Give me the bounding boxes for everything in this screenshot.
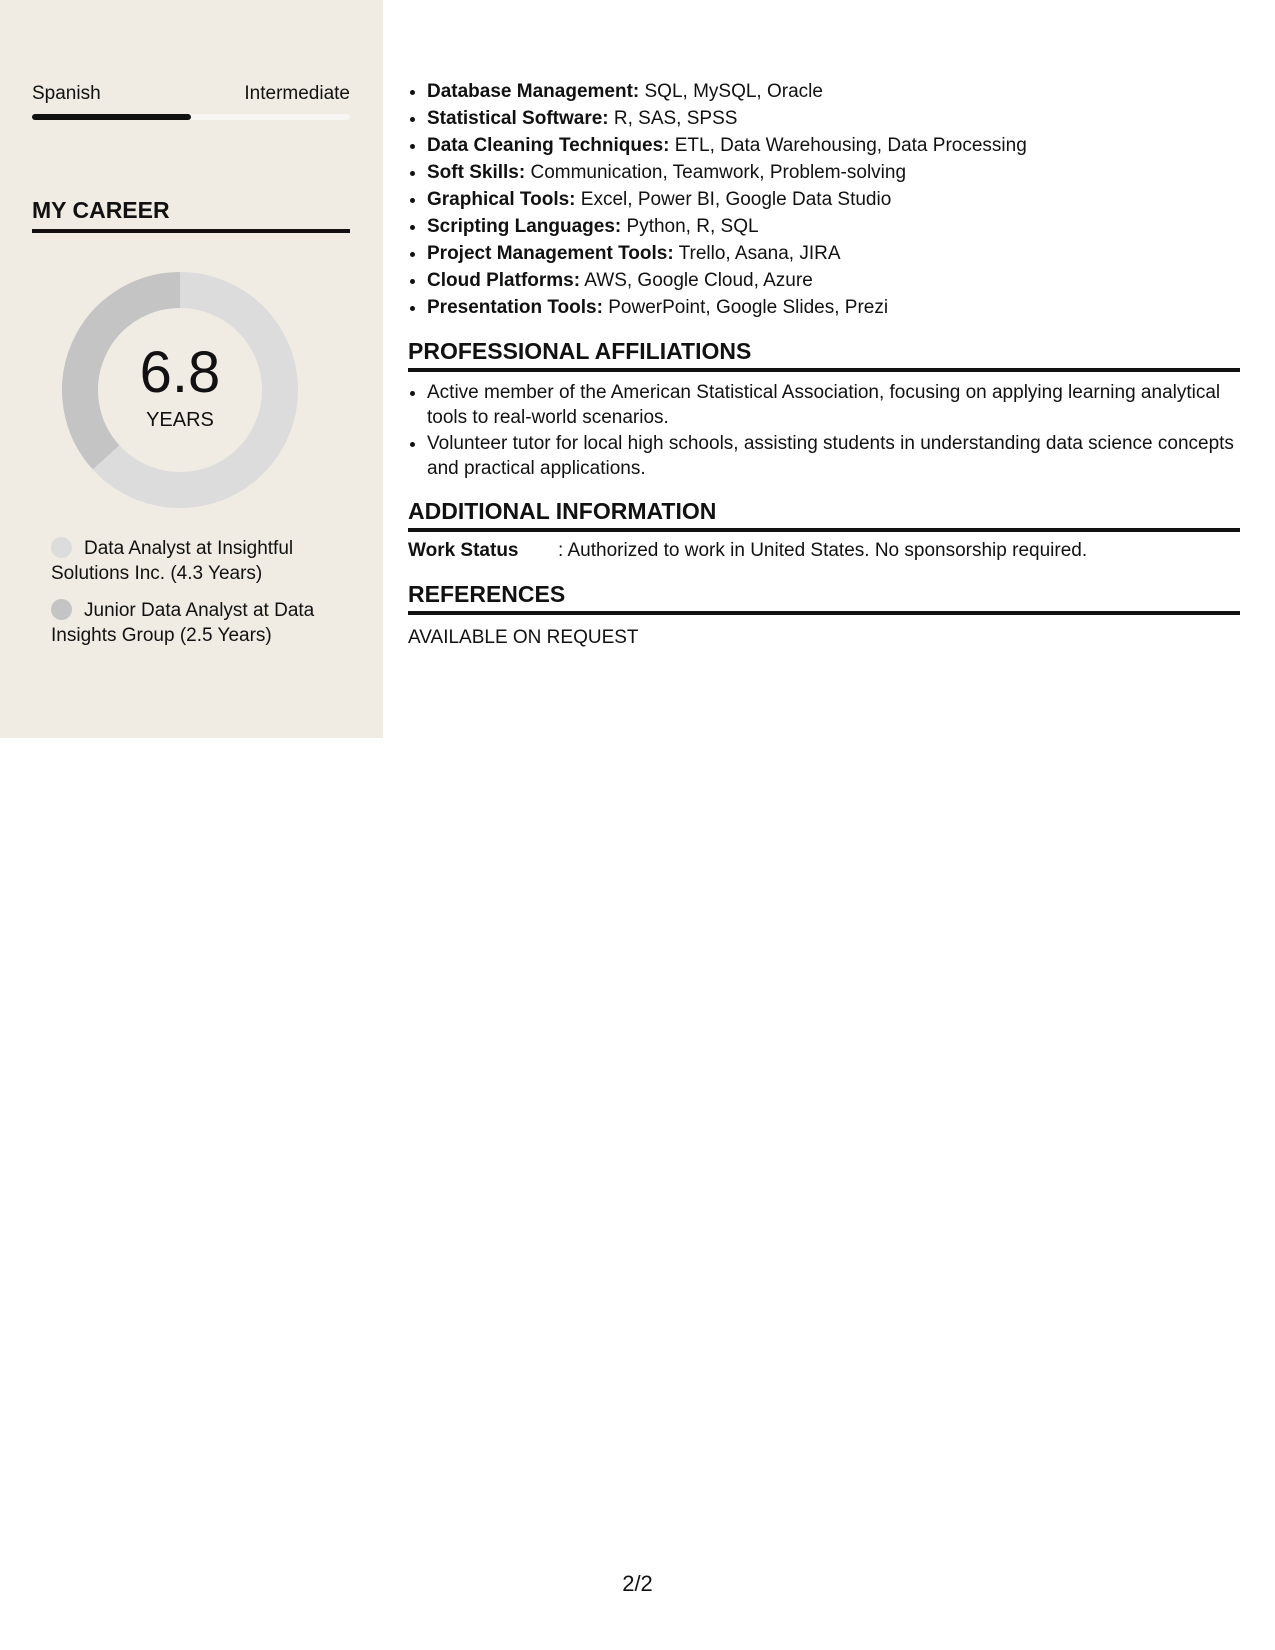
career-legend [51, 536, 331, 660]
affiliation-item: • Volunteer tutor for local high schools, assisting students in understanding data science concepts and practical applications. [427, 431, 1240, 481]
skill-item [427, 267, 1240, 294]
skill-item [427, 240, 1240, 267]
skill-value: Python, R, SQL [621, 216, 759, 237]
skill-label: Statistical Software: [427, 108, 609, 129]
work-status-label: Work Status [408, 540, 519, 561]
additional-info-heading: ADDITIONAL INFORMATION [408, 497, 1240, 532]
skill-item [427, 78, 1240, 105]
skill-value: Excel, Power BI, Google Data Studio [575, 189, 892, 210]
work-status-row [408, 538, 1240, 564]
skill-label: Data Cleaning Techniques: [427, 135, 670, 156]
skill-label: Project Management Tools: [427, 243, 674, 264]
skill-value: Communication, Teamwork, Problem-solving [525, 162, 907, 183]
skill-value: SQL, MySQL, Oracle [639, 81, 823, 102]
language-proficiency-bar [32, 114, 350, 120]
skill-label: Graphical Tools: [427, 189, 576, 210]
language-level: Intermediate [244, 83, 350, 104]
skill-value: AWS, Google Cloud, Azure [580, 270, 813, 291]
affiliations-heading: PROFESSIONAL AFFILIATIONS [408, 337, 1240, 372]
career-heading: MY CAREER [32, 195, 350, 233]
career-legend-item [51, 536, 331, 586]
experience-unit: YEARS [146, 409, 214, 431]
skill-item [427, 213, 1240, 240]
career-legend-label: Data Analyst at Insightful Solutions Inc. (4.3 Years) [51, 538, 294, 584]
skill-value: ETL, Data Warehousing, Data Processing [669, 135, 1027, 156]
affiliation-item: • Active member of the American Statistical Association, focusing on applying learning analytical tools to real-world scenarios. [427, 380, 1240, 430]
career-legend-item [51, 598, 331, 648]
skill-label: Presentation Tools: [427, 297, 603, 318]
references-text: AVAILABLE ON REQUEST [408, 627, 639, 648]
skill-item [427, 186, 1240, 213]
career-legend-label: Junior Data Analyst at Data Insights Group (2.5 Years) [51, 600, 315, 646]
skill-label: Cloud Platforms: [427, 270, 581, 291]
affiliations-list [408, 380, 1240, 481]
skill-item [427, 105, 1240, 132]
skills-list [408, 78, 1240, 321]
sidebar [0, 0, 383, 738]
skill-label: Scripting Languages: [427, 216, 622, 237]
page-number: 2/2 [622, 1571, 653, 1596]
legend-dot-icon [51, 537, 72, 558]
skill-item [427, 294, 1240, 321]
skill-value: PowerPoint, Google Slides, Prezi [602, 297, 889, 318]
experience-total: 6.8 [139, 340, 221, 405]
skill-label: Soft Skills: [427, 162, 526, 183]
work-status-value: : Authorized to work in United States. No sponsorship required. [558, 540, 1088, 561]
main-content [408, 78, 1240, 651]
skill-value: R, SAS, SPSS [608, 108, 738, 129]
language-proficiency-fill [32, 114, 191, 120]
language-row [32, 82, 350, 106]
legend-dot-icon [51, 599, 72, 620]
language-name: Spanish [32, 83, 101, 104]
skill-item [427, 132, 1240, 159]
skill-item [427, 159, 1240, 186]
references-heading: REFERENCES [408, 580, 1240, 615]
skill-value: Trello, Asana, JIRA [673, 243, 841, 264]
skill-label: Database Management: [427, 81, 640, 102]
